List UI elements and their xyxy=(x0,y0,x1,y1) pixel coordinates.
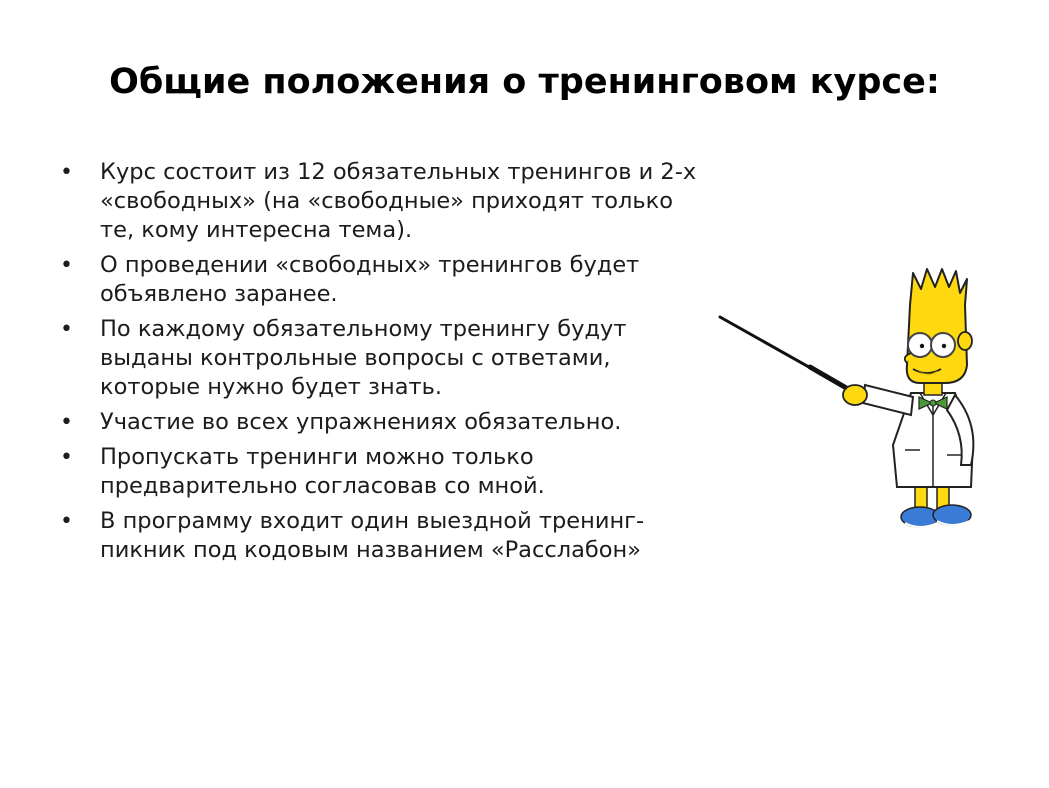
bullet-dot: • xyxy=(60,445,73,470)
bullet-dot: • xyxy=(60,317,73,342)
bullet-text: В программу входит один выездной тренинг-пикник под кодовым названием «Расслабон» xyxy=(100,508,645,563)
bullet-item xyxy=(60,408,710,437)
bullet-text: Курс состоит из 12 обязательных тренингов и 2-х «свободных» (на «свободные» приходят только те, кому интересна тема). xyxy=(100,159,697,243)
bullet-item xyxy=(60,251,710,309)
bullet-dot: • xyxy=(60,253,73,278)
bullet-item xyxy=(60,315,710,402)
bullet-item xyxy=(60,443,710,501)
bullet-item xyxy=(60,507,710,565)
teacher-with-pointer-icon xyxy=(715,265,995,545)
bullet-dot: • xyxy=(60,160,73,185)
bullet-item xyxy=(60,158,710,245)
bullet-dot: • xyxy=(60,410,73,435)
slide-title: Общие положения о тренинговом курсе: xyxy=(109,62,940,102)
bullet-text: По каждому обязательному тренингу будут выданы контрольные вопросы с ответами, которые нужно будет знать. xyxy=(100,316,627,400)
bullet-text: Пропускать тренинги можно только предварительно согласовав со мной. xyxy=(100,444,545,499)
bullet-text: О проведении «свободных» тренингов будет объявлено заранее. xyxy=(100,252,640,307)
bullet-text: Участие во всех упражнениях обязательно. xyxy=(100,409,622,435)
bullet-dot: • xyxy=(60,509,73,534)
bullet-list xyxy=(60,158,710,571)
